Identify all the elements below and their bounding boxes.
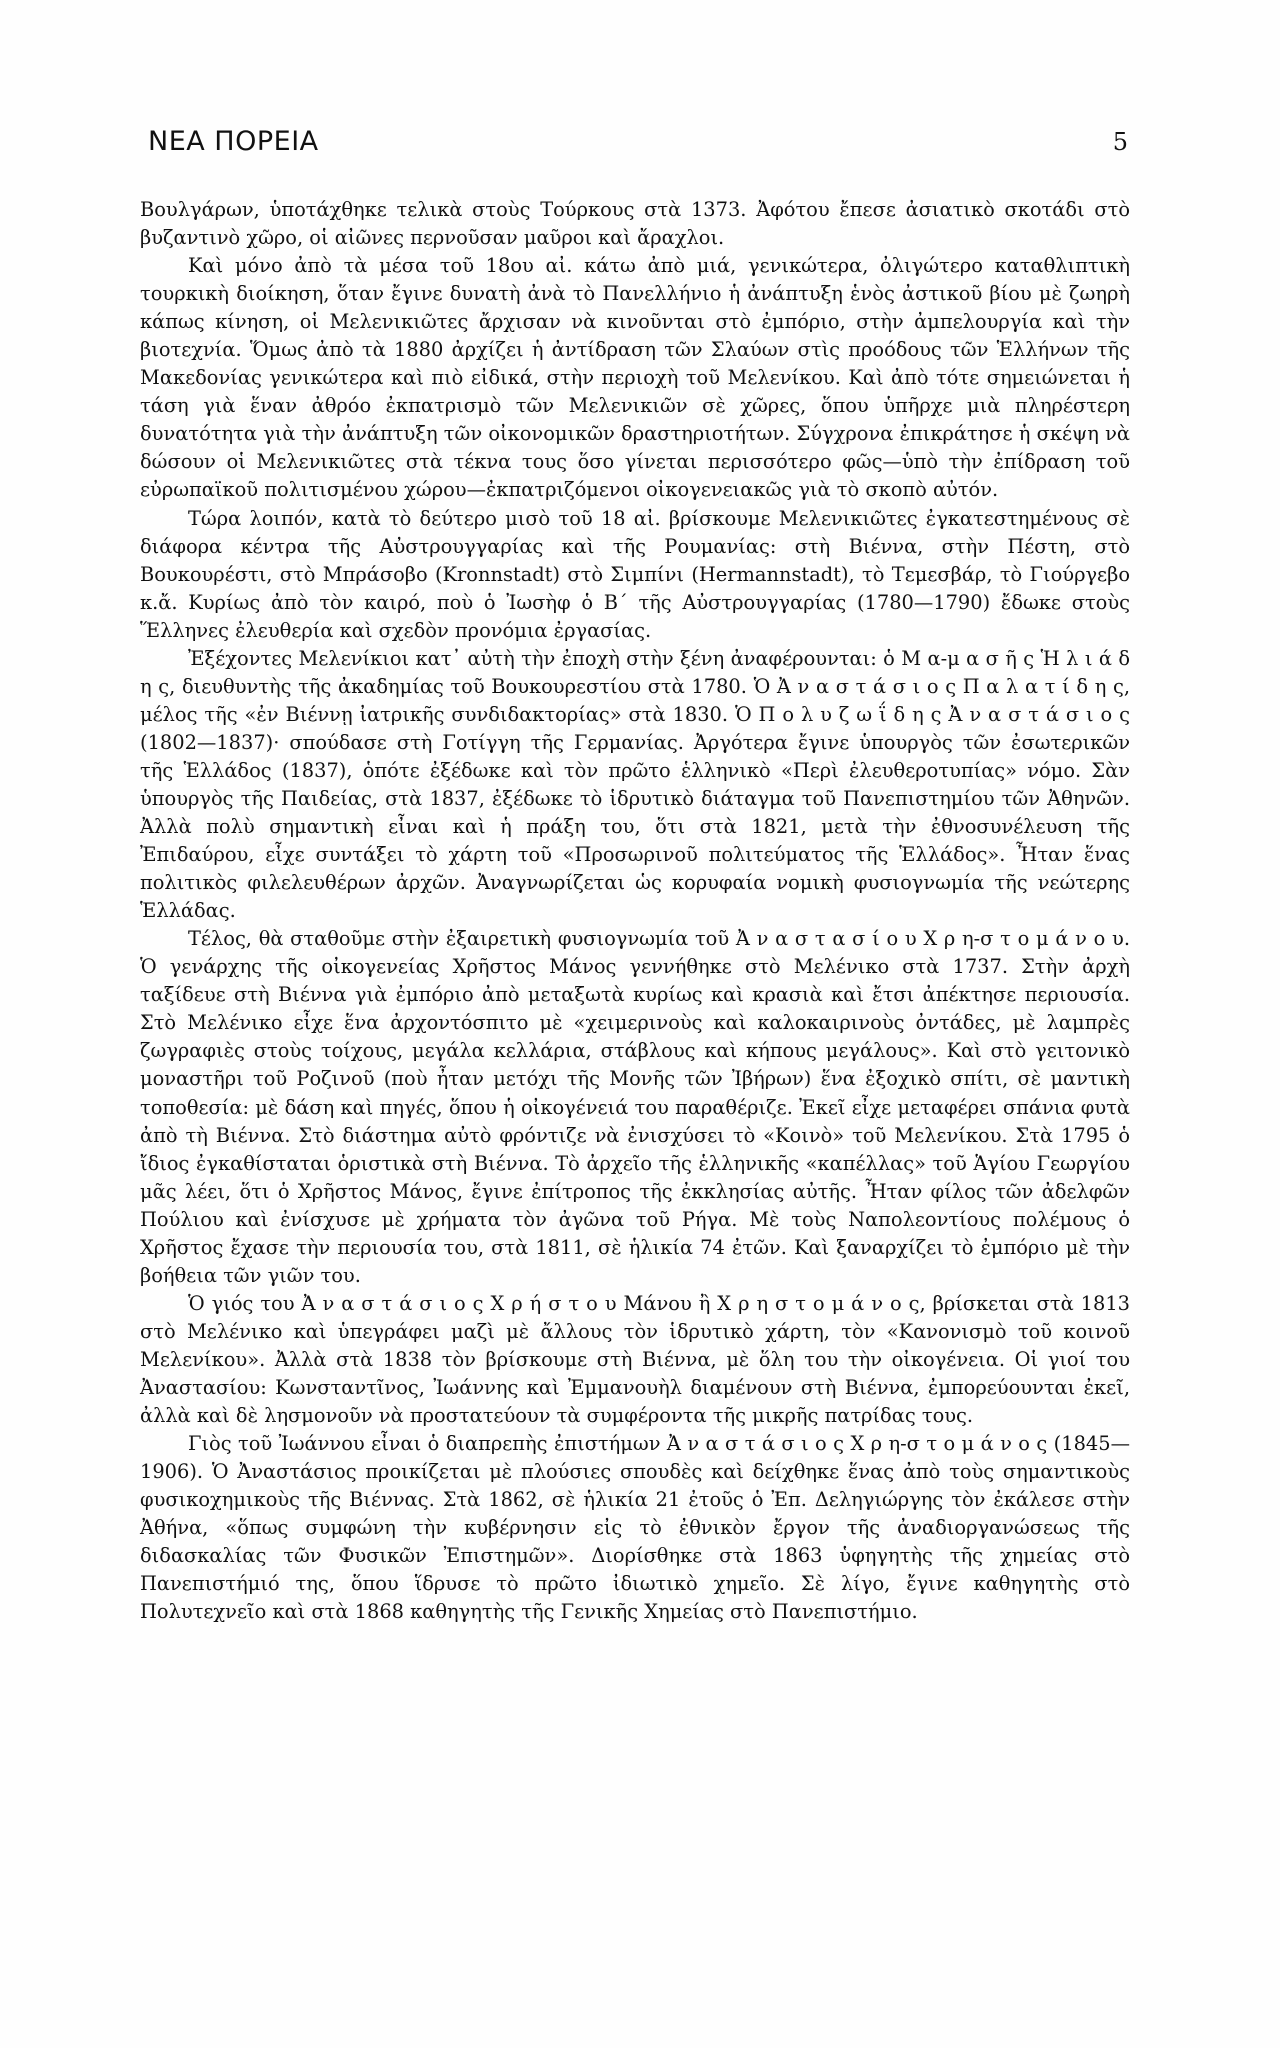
- paragraph-1: Βουλγάρων, ὑποτάχθηκε τελικὰ στοὺς Τούρκους στὰ 1373. Ἀφότου ἔπεσε ἀσιατικὸ σκοτάδι στὸ βυζαντινὸ χῶρο, οἱ αἰῶνες περνοῦσαν μαῦροι καὶ ἄραχλοι.: [140, 198, 1130, 250]
- page-header: [148, 126, 1128, 166]
- page-number: 5: [1112, 128, 1128, 156]
- paragraph-6: Ὁ γιός του Ἀ ν α σ τ ά σ ι ο ς Χ ρ ή σ τ ο υ Μάνου ἢ Χ ρ η σ τ ο μ ά ν ο ς, βρίσκεται στὰ 1813 στὸ Μελένικο καὶ ὑπεγράφει μαζὶ μὲ ἄλλους τὸν ἱδρυτικὸ χάρτη, τὸν «Κανονισμὸ τοῦ κοινοῦ Μελενίκου». Ἀλλὰ στὰ 1838 τὸν βρίσκουμε στὴ Βιέννα, μὲ ὅλη του τὴν οἰκογένεια. Οἱ γιοί του Ἀναστασίου: Κωνσταντῖνος, Ἰωάννης καὶ Ἐμμανουὴλ διαμένουν στὴ Βιέννα, ἐμπορεύουνται ἐκεῖ, ἀλλὰ καὶ δὲ λησμονοῦν νὰ προστατεύουν τὰ συμφέροντα τῆς μικρῆς πατρίδας τους.: [140, 1291, 1130, 1428]
- article-body: [140, 196, 1130, 1626]
- running-title: ΝΕΑ ΠΟΡΕΙΑ: [148, 126, 319, 157]
- paragraph-4: Ἐξέχοντες Μελενίκιοι κατ᾿ αὐτὴ τὴν ἐποχὴ στὴν ξένη ἀναφέρουνται: ὁ Μ α-μ α σ ῆ ς Ἡ λ ι ά δ η ς, διευθυντὴς τῆς ἀκαδημίας τοῦ Βουκουρεστίου στὰ 1780. Ὁ Ἀ ν α σ τ ά σ ι ο ς Π α λ α τ ί δ η ς, μέλος τῆς «ἐν Βιέννῃ ἰατρικῆς συνδιδακτορίας» στὰ 1830. Ὁ Π ο λ υ ζ ω ΐ δ η ς Ἀ ν α σ τ ά σ ι ο ς (1802—1837)· σπούδασε στὴ Γοτίγγη τῆς Γερμανίας. Ἀργότερα ἔγινε ὑπουργὸς τῶν ἐσωτερικῶν τῆς Ἑλλάδος (1837), ὁπότε ἐξέδωκε καὶ τὸν πρῶτο ἑλληνικὸ «Περὶ ἐλευθεροτυπίας» νόμο. Σὰν ὑπουργὸς τῆς Παιδείας, στὰ 1837, ἐξέδωκε τὸ ἱδρυτικὸ διάταγμα τοῦ Πανεπιστημίου τῶν Ἀθηνῶν. Ἀλλὰ πολὺ σημαντικὴ εἶναι καὶ ἡ πράξη του, ὅτι στὰ 1821, μετὰ τὴν ἐθνοσυνέλευση τῆς Ἐπιδαύρου, εἶχε συντάξει τὸ χάρτη τοῦ «Προσωρινοῦ πολιτεύματος τῆς Ἑλλάδος». Ἦταν ἕνας πολιτικὸς φιλελευθέρων ἀρχῶν. Ἀναγνωρίζεται ὡς κορυφαία νομικὴ φυσιογνωμία τῆς νεώτερης Ἑλλάδας.: [140, 646, 1130, 923]
- paragraph-7: Γιὸς τοῦ Ἰωάννου εἶναι ὁ διαπρεπὴς ἐπιστήμων Ἀ ν α σ τ ά σ ι ο ς Χ ρ η-σ τ ο μ ά ν ο ς (1845—1906). Ὁ Ἀναστάσιος προικίζεται μὲ πλούσιες σπουδὲς καὶ δείχθηκε ἕνας ἀπὸ τοὺς σημαντικοὺς φυσικοχημικοὺς τῆς Βιέννας. Στὰ 1862, σὲ ἡλικία 21 ἐτοῦς ὁ Ἐπ. Δεληγιώργης τὸν ἐκάλεσε στὴν Ἀθήνα, «ὅπως συμφώνη τὴν κυβέρνησιν εἰς τὸ ἐθνικὸν ἔργον τῆς ἀναδιοργανώσεως τῆς διδασκαλίας τῶν Φυσικῶν Ἐπιστημῶν». Διορίσθηκε στὰ 1863 ὑφηγητὴς τῆς χημείας στὸ Πανεπιστήμιό της, ὅπου ἵδρυσε τὸ πρῶτο ἰδιωτικὸ χημεῖο. Σὲ λίγο, ἔγινε καθηγητὴς στὸ Πολυτεχνεῖο καὶ στὰ 1868 καθηγητὴς τῆς Γενικῆς Χημείας στὸ Πανεπιστήμιο.: [140, 1432, 1130, 1624]
- paragraph-5: Τέλος, θὰ σταθοῦμε στὴν ἐξαιρετικὴ φυσιογνωμία τοῦ Ἀ ν α σ τ α σ ί ο υ Χ ρ η-σ τ ο μ ά ν ο υ. Ὁ γενάρχης τῆς οἰκογενείας Χρῆστος Μάνος γεννήθηκε στὸ Μελένικο στὰ 1737. Στὴν ἀρχὴ ταξίδευε στὴ Βιέννα γιὰ ἐμπόριο ἀπὸ μεταξωτὰ κυρίως καὶ κρασιὰ καὶ ἔτσι ἀπέκτησε περιουσία. Στὸ Μελένικο εἶχε ἕνα ἀρχοντόσπιτο μὲ «χειμερινοὺς καὶ καλοκαιρινοὺς ὀντάδες, μὲ λαμπρὲς ζωγραφιὲς στοὺς τοίχους, μεγάλα κελλάρια, στάβλους καὶ κήπους μεγάλους». Καὶ στὸ γειτονικὸ μοναστῆρι τοῦ Ροζινοῦ (ποὺ ἦταν μετόχι τῆς Μονῆς τῶν Ἰβήρων) ἕνα ἐξοχικὸ σπίτι, σὲ μαντικὴ τοποθεσία: μὲ δάση καὶ πηγές, ὅπου ἡ οἰκογένειά του παραθέριζε. Ἐκεῖ εἶχε μεταφέρει σπάνια φυτὰ ἀπὸ τὴ Βιέννα. Στὸ διάστημα αὐτὸ φρόντιζε νὰ ἐνισχύσει τὸ «Κοινὸ» τοῦ Μελενίκου. Στὰ 1795 ὁ ἴδιος ἐγκαθίσταται ὁριστικὰ στὴ Βιέννα. Τὸ ἀρχεῖο τῆς ἑλληνικῆς «καπέλλας» τοῦ Ἁγίου Γεωργίου μᾶς λέει, ὅτι ὁ Χρῆστος Μάνος, ἔγινε ἐπίτροπος τῆς ἐκκλησίας αὐτῆς. Ἦταν φίλος τῶν ἀδελφῶν Πούλιου καὶ ἐνίσχυσε μὲ χρήματα τὸν ἀγῶνα τοῦ Ρήγα. Μὲ τοὺς Ναπολεοντίους πολέμους ὁ Χρῆστος ἔχασε τὴν περιουσία του, στὰ 1811, σὲ ἡλικία 74 ἐτῶν. Καὶ ξαναρχίζει τὸ ἐμπόριο μὲ τὴν βοήθεια τῶν γιῶν του.: [140, 927, 1130, 1287]
- paragraph-3: Τώρα λοιπόν, κατὰ τὸ δεύτερο μισὸ τοῦ 18 αἰ. βρίσκουμε Μελενικιῶτες ἐγκατεστημένους σὲ διάφορα κέντρα τῆς Αὐστρουγγαρίας καὶ τῆς Ρουμανίας: στὴ Βιέννα, στὴν Πέστη, στὸ Βουκουρέστι, στὸ Μπράσοβο (Kronnstadt) στὸ Σιμπίνι (Hermannstadt), τὸ Τεμεσβάρ, τὸ Γιούργεβο κ.ἄ. Κυρίως ἀπὸ τὸν καιρό, ποὺ ὁ Ἰωσὴφ ὁ Β΄ τῆς Αὐστρουγγαρίας (1780—1790) ἔδωκε στοὺς Ἕλληνες ἐλευθερία καὶ σχεδὸν προνόμια ἐργασίας.: [140, 506, 1130, 642]
- paragraph-2: Καὶ μόνο ἀπὸ τὰ μέσα τοῦ 18ου αἰ. κάτω ἀπὸ μιά, γενικώτερα, ὀλιγώτερο καταθλιπτικὴ τουρκικὴ διοίκηση, ὅταν ἔγινε δυνατὴ ἀνὰ τὸ Πανελλήνιο ἡ ἀνάπτυξη ἑνὸς ἀστικοῦ βίου μὲ ζωηρὴ κάπως κίνηση, οἱ Μελενικιῶτες ἄρχισαν νὰ κινοῦνται στὸ ἐμπόριο, στὴν ἀμπελουργία καὶ τὴν βιοτεχνία. Ὅμως ἀπὸ τὰ 1880 ἀρχίζει ἡ ἀντίδραση τῶν Σλαύων στὶς προόδους τῶν Ἑλλήνων τῆς Μακεδονίας γενικώτερα καὶ πιὸ εἰδικά, στὴν περιοχὴ τοῦ Μελενίκου. Καὶ ἀπὸ τότε σημειώνεται ἡ τάση γιὰ ἕναν ἀθρόο ἐκπατρισμὸ τῶν Μελενικιῶν σὲ χῶρες, ὅπου ὑπῆρχε μιὰ πληρέστερη δυνατότητα γιὰ τὴν ἀνάπτυξη τῶν οἰκονομικῶν δραστηριοτήτων. Σύγχρονα ἐπικράτησε ἡ σκέψη νὰ δώσουν οἱ Μελενικιῶτες στὰ τέκνα τους ὅσο γίνεται περισσότερο φῶς—ὑπὸ τὴν ἐπίδραση τοῦ εὐρωπαϊκοῦ πολιτισμένου χώρου—ἐκπατριζόμενοι οἰκογενειακῶς γιὰ τὸ σκοπὸ αὐτόν.: [140, 254, 1130, 502]
